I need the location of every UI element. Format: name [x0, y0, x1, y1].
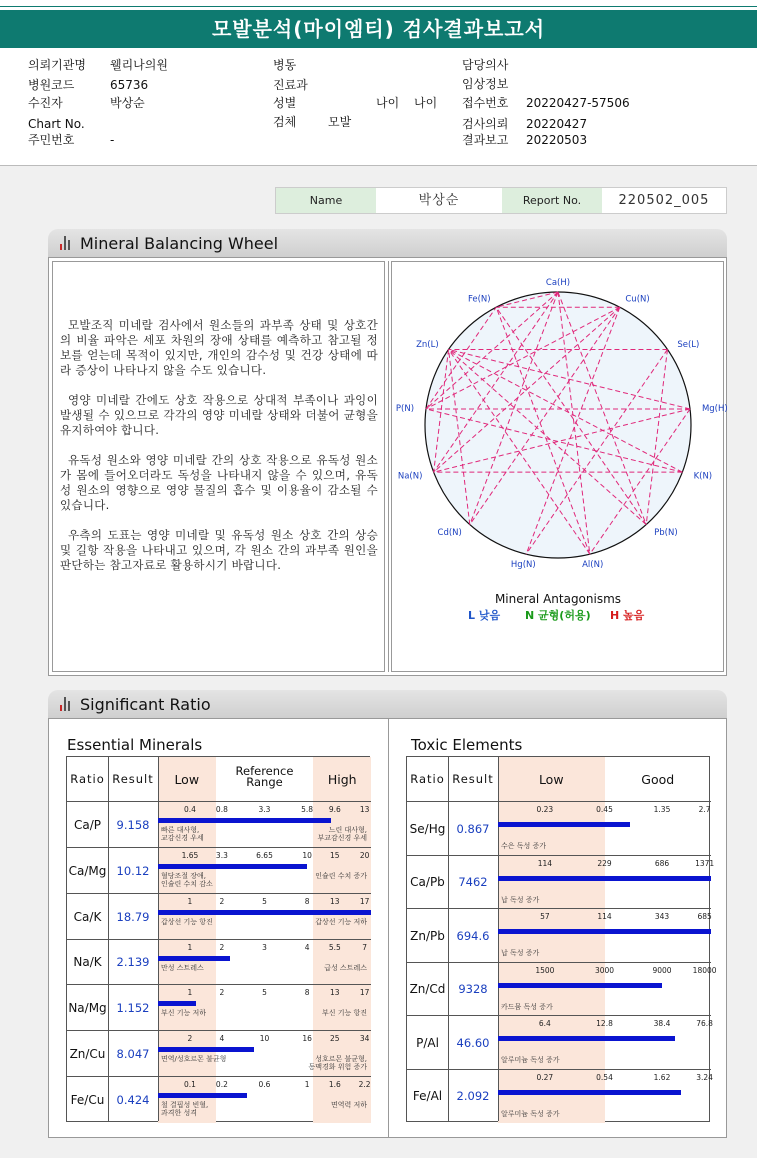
tick-label: 13: [330, 896, 340, 906]
header-low: Low: [538, 772, 564, 787]
tick-label: 10: [259, 1034, 270, 1044]
tick-label: 34: [359, 1034, 370, 1044]
ratio-result: 694.6: [456, 928, 490, 943]
note-line: 과격한 성격: [161, 1109, 198, 1118]
wheel-panel-divider: [388, 261, 389, 672]
note-line: 갑상선 기능 항진: [161, 917, 213, 926]
ratio-result: 8.047: [116, 1047, 150, 1062]
age-label: 나이: [376, 96, 400, 110]
note-low: [161, 964, 204, 972]
ratio-row: [407, 1070, 711, 1124]
tick-label: 8: [304, 988, 310, 998]
tick-label: 2: [219, 942, 225, 952]
ratio-name: Na/K: [73, 955, 102, 970]
info-value: 박상순: [110, 96, 145, 110]
wheel-node-label: Pb(N): [654, 528, 678, 539]
note-high: [317, 826, 367, 842]
ratio-bar: [158, 956, 230, 961]
header-result: Result: [112, 772, 154, 786]
note-low: 납 독성 증가: [501, 895, 540, 904]
info-value: 웰리나의원: [110, 58, 168, 72]
info-label: 병동: [273, 58, 297, 72]
tick-row: [158, 943, 371, 953]
ratio-result: 2.139: [116, 955, 150, 970]
table-header: [67, 757, 371, 802]
tick-label: 1: [304, 1080, 310, 1090]
header-ratio: Ratio: [70, 772, 105, 786]
ratio-section-header: [48, 690, 727, 718]
tick-label: 0.27: [536, 1072, 554, 1082]
ratio-bar: [158, 910, 371, 915]
wheel-node-label: Mg(H): [701, 403, 728, 414]
ratio-result: 0.867: [456, 821, 490, 836]
tick-label: 0.8: [215, 805, 228, 814]
tick-label: 1.62: [653, 1072, 671, 1082]
note-low: 납 독성 증가: [501, 949, 540, 957]
header-result: Result: [452, 772, 494, 786]
wheel-node-label: Al(N): [582, 559, 604, 570]
wheel-node-label: Ca(H): [545, 278, 571, 288]
info-value: 20220503: [526, 133, 588, 147]
ratio-row: [67, 1031, 371, 1077]
wheel-paragraph: 유독성 원소와 영양 미네랄 간의 상호 작용으로 유독성 원소가 몸에 들어오더라도 독성을 나타내지 않을 수 있으며, 유독성 원소의 영향으로 영양 물질의 흡수 및 이용율이 감소될 수 있습니다.: [60, 453, 378, 512]
ratio-section-title: Significant Ratio: [80, 695, 211, 714]
ratio-result: 2.092: [456, 1089, 490, 1104]
tick-label: 2: [219, 896, 225, 906]
tick-row: [498, 805, 711, 815]
title-top-rule: [0, 6, 757, 7]
tick-row: [498, 858, 715, 869]
ratio-row: [67, 985, 371, 1031]
note-line: 빠른 대사형,: [161, 826, 200, 834]
table-header: [407, 757, 711, 802]
ratio-result: 18.79: [116, 909, 150, 924]
tick-label: 1: [187, 988, 193, 998]
wheel-node-label: Cd(N): [437, 528, 462, 539]
header-reference-range: Reference Range: [235, 764, 294, 789]
header-high: High: [327, 772, 357, 787]
tick-label: 3.24: [696, 1072, 713, 1082]
tick-row: [498, 912, 711, 922]
tick-label: 1500: [535, 965, 555, 975]
info-label: 수진자: [28, 96, 63, 110]
info-label: 결과보고: [462, 133, 509, 147]
legend-normal: N 균형(허용): [525, 609, 591, 622]
ratio-name: P/Al: [416, 1035, 439, 1050]
tick-label: 686: [654, 858, 670, 868]
tick-label: 229: [597, 858, 612, 868]
ratio-bar: [498, 876, 711, 881]
ratio-result: 1.152: [116, 1001, 150, 1016]
ratio-bar: [158, 1093, 247, 1098]
info-value: 20220427-57506: [526, 96, 630, 110]
note-line: 교감신경 우세: [161, 834, 204, 842]
tick-label: 5: [262, 896, 267, 906]
note-line: 철 결핍성 빈혈,: [161, 1101, 209, 1110]
wheel-section-header: [48, 229, 727, 257]
note-high: [308, 1055, 367, 1071]
info-label: Chart No.: [28, 117, 85, 131]
note-high: [322, 1009, 367, 1017]
bar-chart-icon: [60, 697, 74, 711]
ratio-bar: [158, 1001, 196, 1006]
info-label: 성별: [273, 96, 297, 110]
wheel-node-label: P(N): [395, 403, 415, 414]
tick-label: 2: [187, 1034, 193, 1044]
tick-label: 1: [187, 942, 193, 952]
tick-label: 16: [302, 1034, 312, 1044]
info-label: 검사의뢰: [462, 117, 509, 131]
note-line: 혈당조절 장애,: [161, 871, 207, 880]
tick-label: 1371: [695, 858, 715, 868]
tick-label: 13: [359, 805, 370, 814]
note-line: 만성 스트레스: [161, 963, 204, 972]
note-low: 수은 독성 증가: [501, 842, 547, 850]
ratio-bar: [158, 864, 307, 869]
tick-label: 3.3: [258, 805, 271, 814]
note-line: 급성 스트레스: [324, 963, 367, 972]
tick-row: [158, 988, 371, 998]
tick-label: 10: [302, 850, 312, 860]
tick-label: 114: [537, 858, 553, 868]
tick-label: 2.7: [698, 805, 711, 814]
note-low: [161, 872, 213, 888]
info-label: 진료과: [273, 78, 308, 92]
tick-row: [158, 805, 371, 815]
note-line: 성호르몬 불균형,: [315, 1055, 367, 1064]
ratio-bar: [498, 822, 630, 827]
info-label: 임상정보: [462, 77, 509, 91]
tick-label: 0.23: [536, 805, 554, 814]
note-low: [161, 1009, 206, 1017]
note-low: 카드뮴 독성 증가: [501, 1002, 553, 1011]
tick-label: 1.35: [653, 805, 671, 814]
note-line: 면역력 저하: [330, 1101, 367, 1110]
tick-label: 3000: [594, 965, 615, 975]
tick-label: 9.6: [328, 805, 341, 814]
tick-label: 343: [654, 912, 670, 921]
wheel-title: Mineral Antagonisms: [494, 592, 622, 606]
wheel-paragraph: 영양 미네랄 간에도 상호 작용으로 상대적 부족이나 과잉이 발생될 수 있으므로 각각의 영양 미네랄 상태와 더불어 균형을 유지하여야 합니다.: [60, 393, 378, 437]
ratio-name: Zn/Cd: [409, 982, 446, 997]
note-low: [161, 1055, 226, 1063]
tick-label: 13: [330, 988, 340, 998]
ratio-row: [67, 848, 371, 894]
note-low: 알루미늄 독성 증가: [501, 1109, 560, 1118]
ratio-result: 9.158: [116, 817, 150, 832]
tick-label: 8: [304, 896, 310, 906]
note-high: [315, 872, 367, 880]
tick-label: 5.5: [328, 942, 341, 952]
tick-row: [498, 1019, 711, 1029]
tick-label: 5: [262, 988, 267, 998]
ratio-row: [67, 1077, 371, 1123]
tick-label: 1: [187, 896, 193, 906]
info-value: 65736: [110, 78, 149, 92]
tick-label: 57: [540, 912, 550, 921]
header-ratio: Ratio: [410, 772, 445, 786]
toxic-table: [406, 756, 717, 1122]
essential-table: [66, 756, 370, 1122]
info-value: -: [110, 133, 115, 147]
name-value: 박상순: [418, 193, 460, 208]
note-low: [161, 918, 213, 926]
ratio-bar: [498, 1036, 675, 1041]
tick-label: 9000: [652, 965, 672, 975]
ratio-bar: [498, 983, 662, 988]
wheel-node-label: Cu(N): [625, 294, 650, 305]
name-label: Name: [276, 188, 376, 213]
note-low: [161, 826, 204, 842]
note-line: 부신 기능 항진: [321, 1009, 367, 1018]
tick-label: 3: [262, 942, 267, 952]
tick-row: [498, 965, 717, 976]
note-line: 인슐린 수치 감소: [161, 879, 213, 888]
ratio-result: 10.12: [116, 863, 150, 878]
tick-row: [498, 1073, 711, 1083]
note-line: 부교감신경 우세: [317, 834, 367, 842]
tick-row: [158, 1080, 371, 1090]
info-value: 모발: [328, 115, 352, 129]
mineral-wheel: [391, 262, 728, 672]
tick-label: 6.65: [256, 850, 273, 860]
tick-label: 5.8: [301, 805, 314, 814]
tick-row: [158, 1034, 371, 1044]
wheel-node-label: K(N): [693, 471, 713, 482]
note-high: [315, 918, 367, 926]
tick-label: 18000: [692, 965, 717, 975]
wheel-paragraph: 우측의 도표는 영양 미네랄 및 유독성 원소 상호 간의 상승 및 길항 작용을 나타내고 있으며, 각 원소 간의 과부족 원인을 판단하는 참고자료로 활용하시기 바랍니다.: [60, 528, 378, 572]
info-value: 20220427: [526, 117, 588, 131]
legend-high: H 높음: [610, 609, 645, 622]
bar-chart-icon: [60, 236, 74, 250]
ratio-result: 9328: [458, 982, 488, 997]
tick-label: 2: [219, 988, 225, 998]
ratio-name: Na/Mg: [68, 1001, 107, 1016]
wheel-node-label: Fe(N): [467, 294, 491, 305]
tick-label: 17: [359, 988, 370, 998]
toxic-title: Toxic Elements: [411, 736, 523, 754]
note-high: [324, 964, 367, 972]
note-line: 인슐린 수치 증가: [315, 871, 367, 880]
ratio-result: 0.424: [116, 1093, 150, 1108]
info-label: 병원코드: [28, 78, 75, 92]
tick-label: 15: [330, 850, 340, 860]
tick-label: 76.8: [696, 1019, 713, 1028]
tick-label: 4: [219, 1034, 225, 1044]
ratio-bar: [498, 929, 711, 934]
ratio-name: Fe/Al: [412, 1089, 443, 1104]
wheel-node-label: Se(L): [677, 339, 700, 350]
report-header: [0, 0, 757, 166]
ratio-bar: [158, 818, 331, 823]
ratio-panel-divider: [388, 719, 389, 1137]
info-label: 검체: [273, 115, 297, 129]
info-label: 의뢰기관명: [28, 58, 86, 72]
ratio-row: [407, 909, 711, 963]
tick-label: 0.2: [215, 1080, 228, 1090]
info-label: 접수번호: [462, 96, 509, 110]
info-label: 주민번호: [28, 133, 75, 147]
ratio-name: Zn/Pb: [410, 928, 445, 943]
report-no-value: 220502_005: [618, 193, 710, 208]
tick-label: 1.65: [181, 850, 199, 860]
header-low: Low: [174, 772, 200, 787]
ratio-bar: [158, 1047, 254, 1052]
wheel-node-label: Zn(L): [416, 339, 439, 350]
tick-label: 17: [359, 896, 370, 906]
tick-row: [158, 897, 371, 907]
wheel-node-label: Na(N): [397, 471, 423, 482]
note-line: 동맥경화 위험 증가: [308, 1063, 367, 1072]
legend-low: L 낮음: [468, 609, 501, 622]
tick-label: 1.6: [328, 1080, 341, 1090]
tick-label: 0.4: [183, 805, 196, 814]
ratio-row: [67, 894, 371, 940]
note-line: 갑상선 기능 저하: [315, 917, 367, 926]
ratio-name: Zn/Cu: [69, 1047, 106, 1062]
tick-label: 25: [330, 1034, 340, 1044]
tick-label: 6.4: [538, 1019, 551, 1028]
note-high: [331, 1101, 367, 1109]
note-line: 부신 기능 저하: [161, 1009, 207, 1018]
wheel-section-title: Mineral Balancing Wheel: [80, 234, 279, 253]
ratio-row: [67, 802, 371, 848]
note-low: 알루미늄 독성 증가: [501, 1056, 560, 1064]
note-low: [161, 1101, 208, 1117]
wheel-paragraph: 모발조직 미네랄 검사에서 원소들의 과부족 상태 및 상호간의 비율 파악은 세포 차원의 장애 상태를 예측하고 참고될 정보를 얻는데 목적이 있지만, 개인의 감수성 및 건강 상태에 따라 증상이 나타나지 않을 수도 있습니다.: [60, 318, 378, 377]
tick-label: 7: [362, 942, 367, 952]
essential-title: Essential Minerals: [67, 736, 203, 754]
ratio-row: [67, 940, 371, 986]
note-line: 느린 대사형,: [328, 826, 367, 834]
ratio-name: Ca/K: [73, 909, 102, 924]
ratio-result: 46.60: [456, 1035, 490, 1050]
wheel-node-label: Hg(N): [510, 559, 536, 570]
tick-label: 0.45: [596, 805, 613, 814]
tick-row: [158, 851, 371, 861]
tick-label: 0.54: [596, 1072, 613, 1082]
note-line: 면역/성호르몬 불균형: [161, 1055, 227, 1064]
ratio-name: Ca/P: [73, 817, 101, 832]
ratio-row: [407, 1016, 711, 1070]
name-bar: [275, 187, 727, 214]
tick-label: 0.6: [258, 1080, 271, 1090]
tick-label: 2.2: [358, 1080, 371, 1090]
age-value: 나이: [414, 96, 438, 110]
wheel-circle: [425, 292, 691, 558]
tick-label: 3.3: [215, 850, 228, 860]
report-no-label: Report No.: [502, 188, 602, 213]
tick-label: 114: [597, 912, 612, 921]
ratio-name: Ca/Pb: [410, 875, 445, 890]
report-title: 모발분석(마이엠티) 검사결과보고서: [0, 10, 757, 48]
ratio-row: [407, 963, 717, 1017]
tick-label: 20: [359, 850, 370, 860]
tick-label: 12.8: [596, 1019, 613, 1028]
ratio-bar: [498, 1090, 681, 1095]
tick-label: 38.4: [653, 1019, 671, 1028]
info-label: 담당의사: [462, 58, 509, 72]
wheel-description: [60, 318, 378, 588]
tick-label: 4: [304, 942, 310, 952]
ratio-row: [407, 856, 715, 910]
tick-label: 0.1: [183, 1080, 196, 1090]
ratio-name: Fe/Cu: [70, 1093, 105, 1108]
ratio-name: Se/Hg: [409, 821, 446, 836]
ratio-row: [407, 802, 711, 856]
header-good: Good: [641, 772, 675, 787]
ratio-name: Ca/Mg: [68, 863, 107, 878]
tick-label: 685: [697, 912, 712, 921]
ratio-result: 7462: [458, 875, 488, 890]
